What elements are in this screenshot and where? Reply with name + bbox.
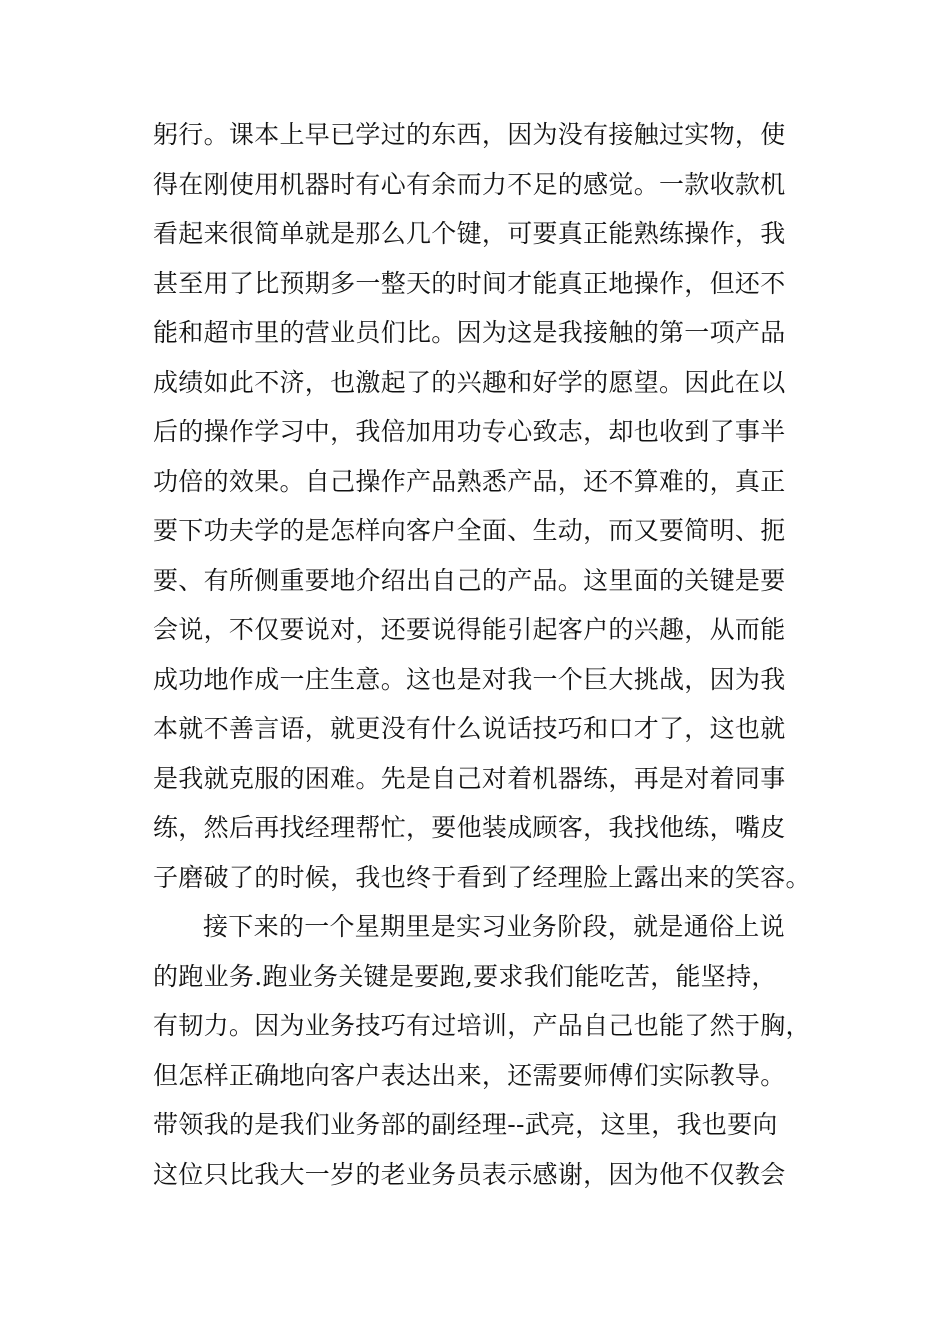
text-line: 能和超市里的营业员们比。因为这是我接触的第一项产品 [153, 318, 786, 347]
text-line: 是我就克服的困难。先是自己对着机器练，再是对着同事 [153, 763, 786, 793]
text-line: 要下功夫学的是怎样向客户全面、生动，而又要简明、扼 [153, 516, 786, 545]
text-line: 但怎样正确地向客户表达出来，还需要师傅们实际教导。 [153, 1060, 786, 1090]
paragraph-first-line: 接下来的一个星期里是实习业务阶段，就是通俗上说 [203, 912, 785, 941]
text-line: 本就不善言语，就更没有什么说话技巧和口才了，这也就 [153, 714, 786, 743]
body-text [153, 110, 813, 1199]
text-line: 的跑业务.跑业务关键是要跑,要求我们能吃苦，能坚持， [153, 961, 777, 991]
text-line: 练，然后再找经理帮忙，要他装成顾客，我找他练，嘴皮 [153, 813, 786, 842]
text-line: 甚至用了比预期多一整天的时间才能真正地操作，但还不 [153, 268, 786, 298]
text-line: 这位只比我大一岁的老业务员表示感谢，因为他不仅教会 [153, 1159, 786, 1189]
text-line: 成功地作成一庄生意。这也是对我一个巨大挑战，因为我 [153, 664, 786, 694]
text-line: 有韧力。因为业务技巧有过培训，产品自己也能了然于胸， [153, 1011, 811, 1040]
text-line: 子磨破了的时候，我也终于看到了经理脸上露出来的笑容。 [153, 862, 811, 892]
text-line: 后的操作学习中，我倍加用功专心致志，却也收到了事半 [153, 417, 786, 446]
text-line: 成绩如此不济，也激起了的兴趣和好学的愿望。因此在以 [153, 367, 786, 397]
text-line: 要、有所侧重要地介绍出自己的产品。这里面的关键是要 [153, 565, 786, 595]
text-line: 带领我的是我们业务部的副经理--武亮，这里，我也要向 [153, 1110, 778, 1139]
text-line: 躬行。课本上早已学过的东西，因为没有接触过实物，使 [153, 120, 786, 149]
text-line: 看起来很简单就是那么几个键，可要真正能熟练操作，我 [153, 219, 786, 248]
text-line: 得在刚使用机器时有心有余而力不足的感觉。一款收款机 [153, 169, 786, 199]
text-line: 会说，不仅要说对，还要说得能引起客户的兴趣，从而能 [153, 615, 786, 644]
text-line: 功倍的效果。自己操作产品熟悉产品，还不算难的，真正 [153, 466, 786, 496]
